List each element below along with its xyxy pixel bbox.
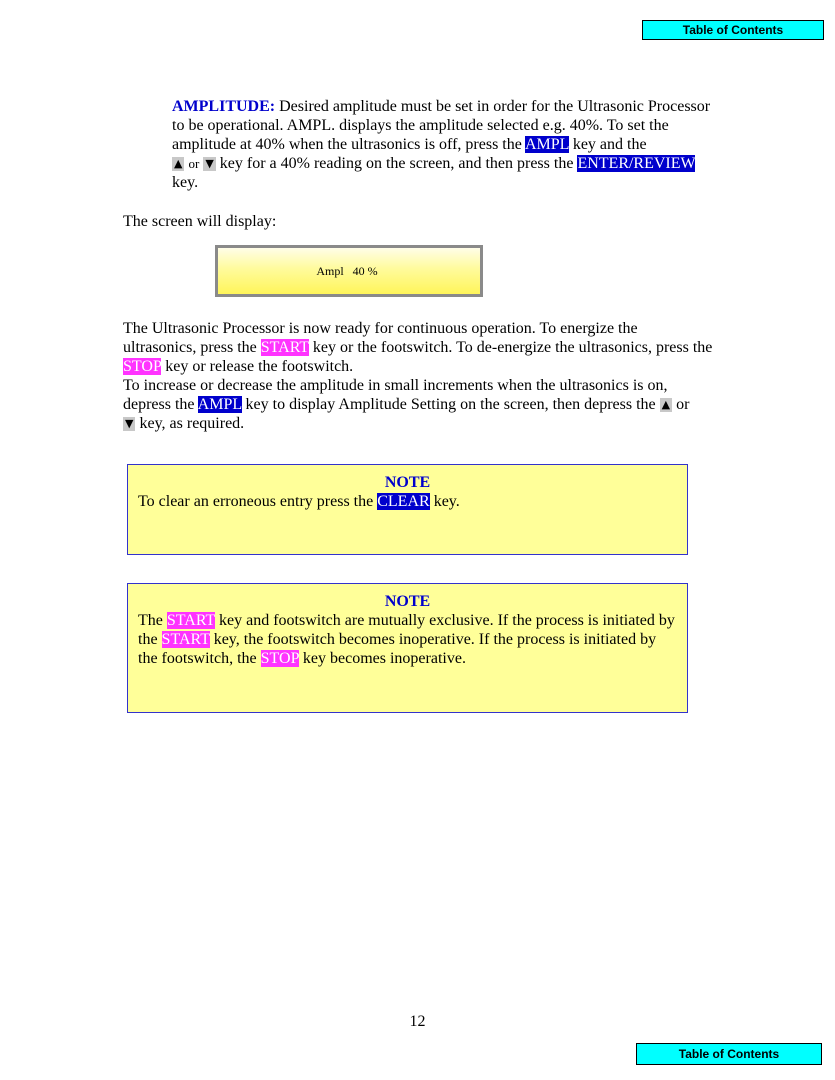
ampl-key-label-2: AMPL xyxy=(197,396,242,413)
or-text: or xyxy=(188,156,200,171)
enter-review-key-label: ENTER/REVIEW xyxy=(577,155,696,172)
start-key-label-2: START xyxy=(166,612,216,629)
note-box-clear xyxy=(127,464,688,555)
note2-text-3: key, the footswitch becomes inoperative. If the process is initiated by the footswitch, the xyxy=(138,631,657,667)
page-number: 12 xyxy=(409,1013,426,1030)
ready-text-4: To increase or decrease the amplitude in small increments when the ultrasonics is on, depress the xyxy=(123,377,668,413)
up-arrow-key-icon-2: ▲ xyxy=(661,398,671,411)
note-box-exclusive xyxy=(127,583,688,713)
stop-key-label-2: STOP xyxy=(260,650,299,667)
stop-key-label: STOP xyxy=(123,358,162,375)
ready-text-6: key, as required. xyxy=(135,415,245,432)
ready-text-3: key or release the footswitch. xyxy=(161,358,354,375)
ready-text-5: key to display Amplitude Setting on the screen, then depress the xyxy=(241,396,660,413)
note-text xyxy=(138,492,677,511)
amplitude-text-4: key. xyxy=(172,174,199,191)
lcd-display-example xyxy=(215,245,483,297)
display-label: Ampl xyxy=(316,264,344,278)
clear-key-label: CLEAR xyxy=(377,493,430,510)
or-text-2: or xyxy=(672,396,690,413)
note-title: NOTE xyxy=(384,474,431,491)
note2-text-2: key and footswitch are mutually exclusive. If the process is initiated by the xyxy=(138,612,675,648)
ready-text-2: key or the footswitch. To de-energize the ultrasonics, press the xyxy=(308,339,713,356)
up-arrow-key-icon: ▲ xyxy=(174,157,183,170)
amplitude-paragraph xyxy=(172,97,717,192)
amplitude-heading: AMPLITUDE: xyxy=(172,98,276,115)
screen-display-label: The screen will display: xyxy=(123,213,277,230)
note2-text-4: key becomes inoperative. xyxy=(298,650,466,667)
ampl-key-label: AMPL xyxy=(524,136,569,153)
note-title-2: NOTE xyxy=(384,593,431,610)
note2-text-1: The xyxy=(138,612,167,629)
start-key-label: START xyxy=(260,339,309,356)
down-arrow-key-icon: ▼ xyxy=(205,157,214,170)
operation-paragraph xyxy=(123,319,713,433)
note1-text-1: To clear an erroneous entry press the xyxy=(138,493,378,510)
start-key-label-3: START xyxy=(161,631,210,648)
ready-text-1: The Ultrasonic Processor is now ready for continuous operation. To energize the ultrasonics, press the xyxy=(123,320,638,356)
amplitude-text-1: Desired amplitude must be set in order for the Ultrasonic Processor to be operational. AMPL. displays the amplitude selected e.g. 40%. To set the amplitude at 40% when the ultrasonics is off, press the xyxy=(172,98,711,153)
amplitude-text-3: key for a 40% reading on the screen, and then press the xyxy=(215,155,578,172)
amplitude-text-2: key and the xyxy=(568,136,647,153)
note1-text-2: key. xyxy=(429,493,460,510)
down-arrow-key-icon-2: ▼ xyxy=(125,417,134,430)
table-of-contents-link-top[interactable]: Table of Contents xyxy=(642,20,824,40)
display-value: 40 % xyxy=(352,264,378,278)
table-of-contents-link-bottom[interactable]: Table of Contents xyxy=(636,1043,822,1065)
note-text-2 xyxy=(138,611,677,668)
